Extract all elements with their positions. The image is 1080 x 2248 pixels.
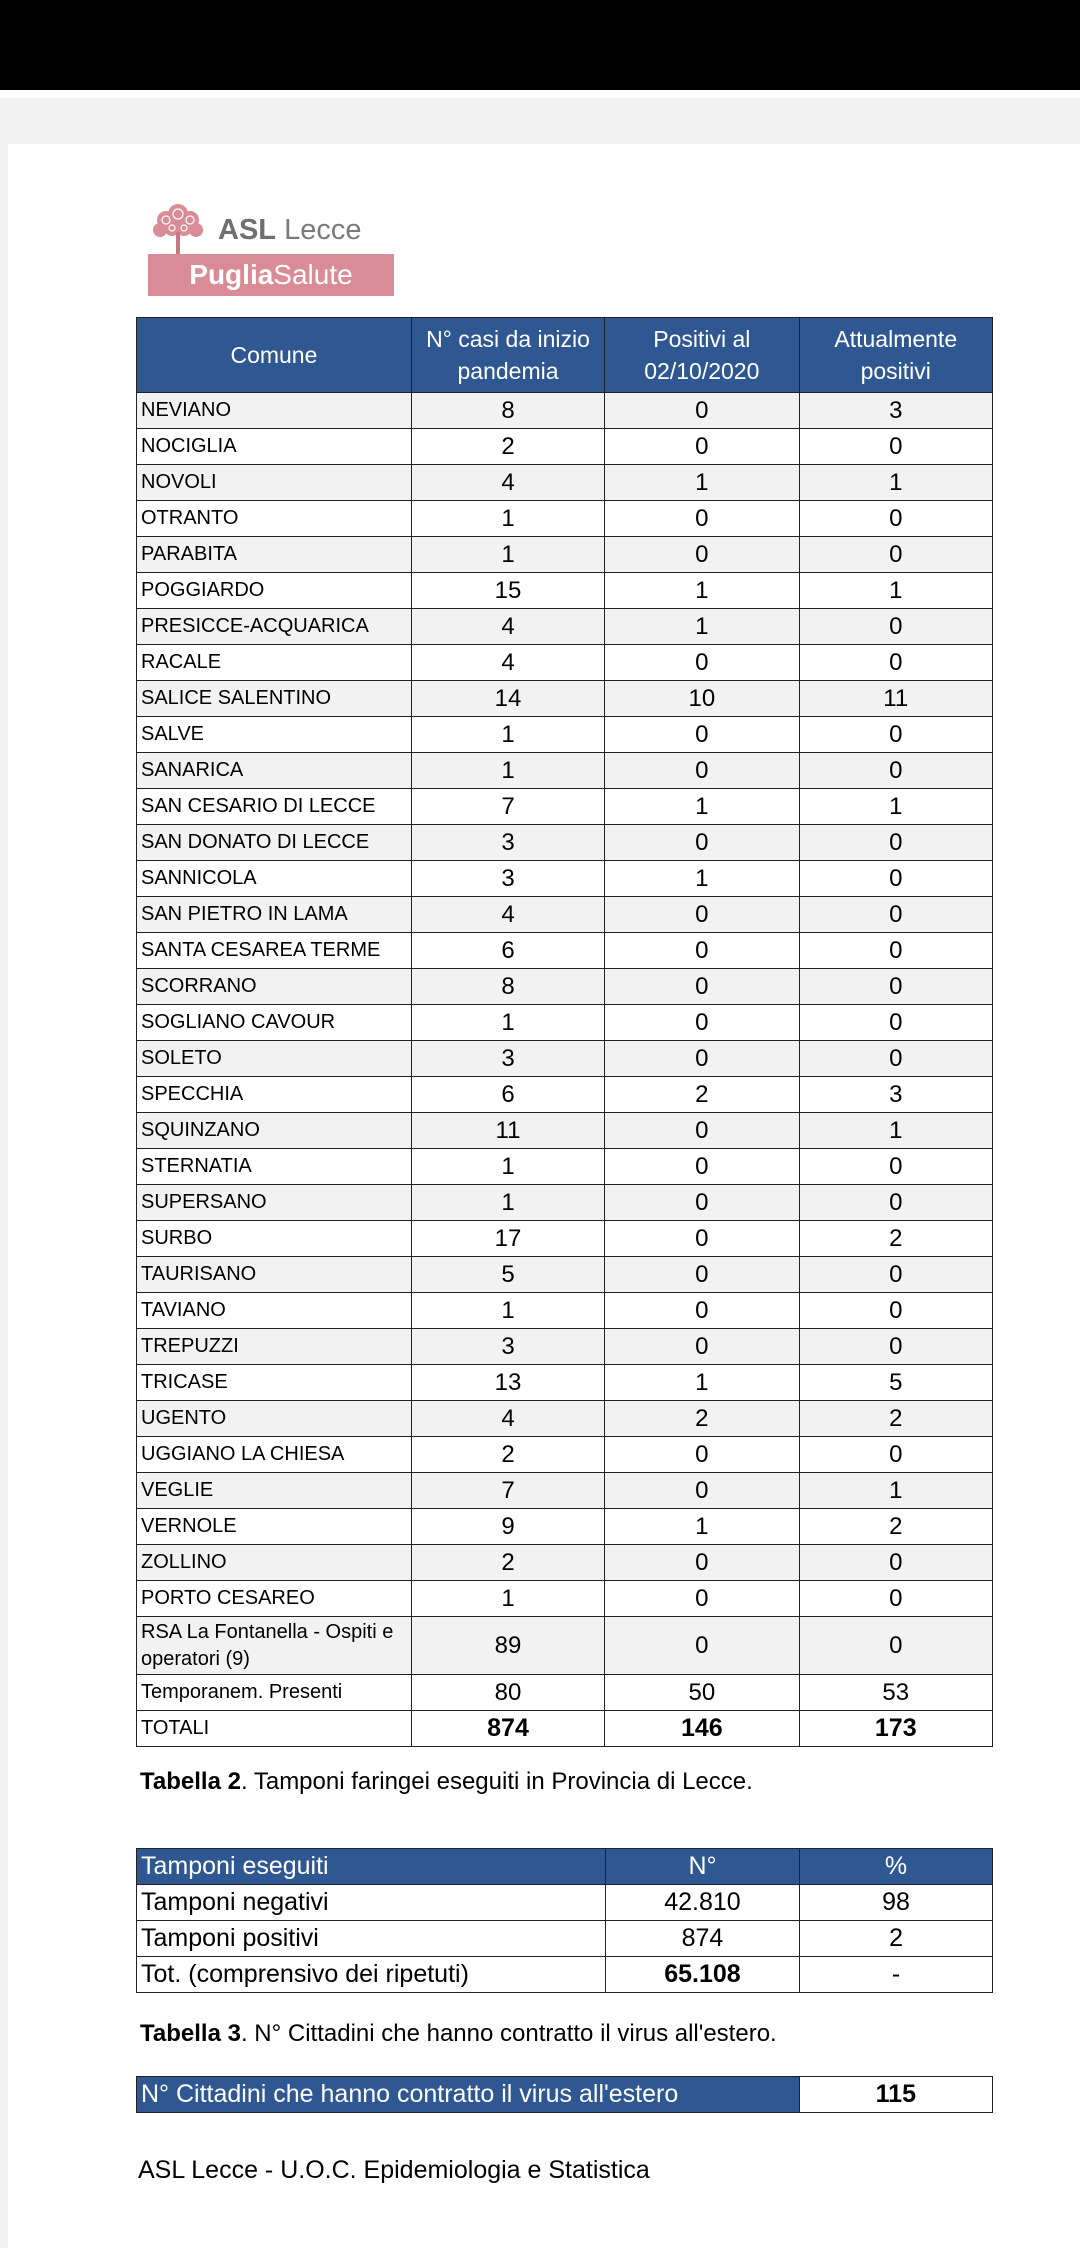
table-row (137, 1005, 993, 1041)
value-cell: 1 (605, 609, 799, 645)
value-cell: 0 (605, 1581, 799, 1617)
value-cell: 0 (799, 1005, 992, 1041)
value-cell: 173 (799, 1711, 992, 1747)
table-row (137, 717, 993, 753)
table-row (137, 1185, 993, 1221)
value-cell: 3 (411, 1329, 604, 1365)
municipality-cell: POGGIARDO (137, 573, 412, 609)
value-cell: 0 (605, 1437, 799, 1473)
value-cell: 1 (605, 1365, 799, 1401)
value-cell: 0 (799, 1437, 992, 1473)
value-cell: 7 (411, 1473, 604, 1509)
viewer-toolbar-band (0, 98, 1080, 144)
municipality-cell: NOVOLI (137, 465, 412, 501)
value-cell: 4 (411, 897, 604, 933)
value-cell: 0 (605, 717, 799, 753)
table-header-row (137, 1849, 993, 1885)
value-cell: 2 (411, 429, 604, 465)
value-cell: 0 (799, 1617, 992, 1675)
municipality-cell: VEGLIE (137, 1473, 412, 1509)
table3-caption: Tabella 3. N° Cittadini che hanno contratto il virus all'estero. (140, 2020, 777, 2047)
table-row (137, 2077, 993, 2113)
table-row (137, 825, 993, 861)
value-cell: 0 (799, 1293, 992, 1329)
column-header-currently-positive: Attualmente positivi (799, 318, 992, 393)
table-row (137, 1437, 993, 1473)
status-bar (0, 0, 1080, 90)
table-row (137, 1675, 993, 1711)
value-cell: 0 (799, 969, 992, 1005)
table-row (137, 789, 993, 825)
table-row (137, 1885, 993, 1921)
municipality-cell: SUPERSANO (137, 1185, 412, 1221)
municipality-cell: SAN CESARIO DI LECCE (137, 789, 412, 825)
municipality-cell: SCORRANO (137, 969, 412, 1005)
table-row (137, 1077, 993, 1113)
value-cell: 0 (799, 825, 992, 861)
value-cell: 1 (605, 465, 799, 501)
table-cell: Tamponi negativi (137, 1885, 606, 1921)
value-cell: 14 (411, 681, 604, 717)
value-cell: 2 (799, 1401, 992, 1437)
table-row (137, 1257, 993, 1293)
value-cell: 874 (411, 1711, 604, 1747)
value-cell: 80 (411, 1675, 604, 1711)
municipality-cell: STERNATIA (137, 1149, 412, 1185)
value-cell: 0 (605, 753, 799, 789)
municipality-cell: TREPUZZI (137, 1329, 412, 1365)
value-cell: 1 (605, 861, 799, 897)
totals-row (137, 1711, 993, 1747)
value-cell: 0 (799, 645, 992, 681)
value-cell: 50 (605, 1675, 799, 1711)
value-cell: 10 (605, 681, 799, 717)
value-cell: 0 (605, 1545, 799, 1581)
municipality-cell: SALVE (137, 717, 412, 753)
municipality-cell: PARABITA (137, 537, 412, 573)
table-row (137, 1329, 993, 1365)
value-cell: 7 (411, 789, 604, 825)
abroad-value-cell: 115 (799, 2077, 992, 2113)
value-cell: 1 (411, 1581, 604, 1617)
table-row (137, 1221, 993, 1257)
abroad-infections-table (136, 2076, 993, 2113)
value-cell: 2 (411, 1437, 604, 1473)
table-row (137, 681, 993, 717)
value-cell: 0 (605, 1257, 799, 1293)
value-cell: 0 (799, 501, 992, 537)
value-cell: 1 (411, 1149, 604, 1185)
value-cell: 1 (411, 1293, 604, 1329)
table-cell: 98 (800, 1885, 993, 1921)
column-header-total-cases: N° casi da inizio pandemia (411, 318, 604, 393)
table-row (137, 753, 993, 789)
municipality-cell: VERNOLE (137, 1509, 412, 1545)
municipality-cell: PRESICCE-ACQUARICA (137, 609, 412, 645)
value-cell: 0 (799, 1329, 992, 1365)
value-cell: 146 (605, 1711, 799, 1747)
value-cell: 0 (605, 645, 799, 681)
asl-lecce-logo (146, 204, 396, 296)
municipality-cell: SANNICOLA (137, 861, 412, 897)
municipality-cell: SQUINZANO (137, 1113, 412, 1149)
value-cell: 8 (411, 393, 604, 429)
table-row (137, 645, 993, 681)
value-cell: 0 (799, 1257, 992, 1293)
value-cell: 1 (411, 537, 604, 573)
value-cell: 2 (605, 1077, 799, 1113)
municipality-cell: SANARICA (137, 753, 412, 789)
swab-tests-table (136, 1848, 993, 1993)
table-row (137, 1365, 993, 1401)
value-cell: 2 (799, 1509, 992, 1545)
value-cell: 2 (411, 1545, 604, 1581)
value-cell: 3 (799, 1077, 992, 1113)
table-row (137, 573, 993, 609)
value-cell: 4 (411, 1401, 604, 1437)
value-cell: 3 (799, 393, 992, 429)
value-cell: 1 (411, 501, 604, 537)
value-cell: 5 (799, 1365, 992, 1401)
value-cell: 1 (799, 1113, 992, 1149)
municipality-cell: Temporanem. Presenti (137, 1675, 412, 1711)
value-cell: 0 (605, 969, 799, 1005)
value-cell: 1 (605, 1509, 799, 1545)
value-cell: 0 (605, 1617, 799, 1675)
value-cell: 11 (799, 681, 992, 717)
table-row (137, 501, 993, 537)
value-cell: 1 (799, 789, 992, 825)
value-cell: 3 (411, 825, 604, 861)
municipality-cell: UGGIANO LA CHIESA (137, 1437, 412, 1473)
value-cell: 1 (799, 1473, 992, 1509)
table-row (137, 393, 993, 429)
municipality-cell: ZOLLINO (137, 1545, 412, 1581)
value-cell: 0 (605, 933, 799, 969)
table-row (137, 465, 993, 501)
value-cell: 17 (411, 1221, 604, 1257)
table-row (137, 1509, 993, 1545)
table-row (137, 933, 993, 969)
table-row (137, 1401, 993, 1437)
table-row (137, 609, 993, 645)
value-cell: 53 (799, 1675, 992, 1711)
municipality-cell: TAVIANO (137, 1293, 412, 1329)
municipality-cell: SAN DONATO DI LECCE (137, 825, 412, 861)
table-row (137, 1293, 993, 1329)
value-cell: 5 (411, 1257, 604, 1293)
value-cell: 0 (799, 897, 992, 933)
value-cell: 1 (605, 789, 799, 825)
logo-text: ASL Lecce (218, 214, 362, 246)
municipality-cell: TOTALI (137, 1711, 412, 1747)
table-row (137, 1545, 993, 1581)
value-cell: 0 (605, 1221, 799, 1257)
abroad-label-cell: N° Cittadini che hanno contratto il virus all'estero (137, 2077, 800, 2113)
municipality-cell: NOCIGLIA (137, 429, 412, 465)
municipality-cell: UGENTO (137, 1401, 412, 1437)
value-cell: 8 (411, 969, 604, 1005)
value-cell: 0 (605, 501, 799, 537)
value-cell: 89 (411, 1617, 604, 1675)
value-cell: 0 (605, 1149, 799, 1185)
value-cell: 4 (411, 609, 604, 645)
value-cell: 0 (799, 1041, 992, 1077)
value-cell: 2 (605, 1401, 799, 1437)
value-cell: 2 (799, 1221, 992, 1257)
municipality-cell: SAN PIETRO IN LAMA (137, 897, 412, 933)
value-cell: 0 (799, 429, 992, 465)
value-cell: 1 (411, 753, 604, 789)
table-cell: Tamponi positivi (137, 1921, 606, 1957)
value-cell: 15 (411, 573, 604, 609)
table-row (137, 537, 993, 573)
municipality-cell: SURBO (137, 1221, 412, 1257)
table-cell: 65.108 (605, 1957, 799, 1993)
table-row (137, 1957, 993, 1993)
value-cell: 3 (411, 861, 604, 897)
footer-text: ASL Lecce - U.O.C. Epidemiologia e Statistica (138, 2156, 650, 2184)
municipality-cell: PORTO CESAREO (137, 1581, 412, 1617)
table-row (137, 1149, 993, 1185)
table-row (137, 969, 993, 1005)
cases-by-municipality-table (136, 317, 993, 1747)
table-row (137, 1113, 993, 1149)
municipality-cell: TRICASE (137, 1365, 412, 1401)
value-cell: 0 (799, 753, 992, 789)
value-cell: 6 (411, 1077, 604, 1113)
value-cell: 1 (411, 1185, 604, 1221)
logo-brand-band: PugliaSalute (148, 254, 394, 296)
value-cell: 9 (411, 1509, 604, 1545)
table-row (137, 861, 993, 897)
value-cell: 6 (411, 933, 604, 969)
value-cell: 0 (799, 537, 992, 573)
table-row (137, 897, 993, 933)
column-header-positive-date: Positivi al 02/10/2020 (605, 318, 799, 393)
value-cell: 1 (799, 573, 992, 609)
table2-caption: Tabella 2. Tamponi faringei eseguiti in Provincia di Lecce. (140, 1768, 753, 1795)
value-cell: 0 (799, 933, 992, 969)
value-cell: 1 (411, 1005, 604, 1041)
value-cell: 0 (799, 609, 992, 645)
table-cell: 2 (800, 1921, 993, 1957)
table-row (137, 1473, 993, 1509)
table-row (137, 1581, 993, 1617)
municipality-cell: SOGLIANO CAVOUR (137, 1005, 412, 1041)
table-row (137, 1617, 993, 1675)
value-cell: 0 (605, 825, 799, 861)
table-header-row (137, 318, 993, 393)
value-cell: 0 (605, 393, 799, 429)
column-header-tests: Tamponi eseguiti (137, 1849, 606, 1885)
value-cell: 0 (605, 1329, 799, 1365)
value-cell: 0 (799, 861, 992, 897)
municipality-cell: SPECCHIA (137, 1077, 412, 1113)
value-cell: 0 (605, 1041, 799, 1077)
value-cell: 0 (605, 1113, 799, 1149)
column-header-count: N° (605, 1849, 799, 1885)
table-row (137, 1921, 993, 1957)
value-cell: 1 (411, 717, 604, 753)
value-cell: 0 (605, 537, 799, 573)
value-cell: 0 (799, 717, 992, 753)
table-cell: 42.810 (605, 1885, 799, 1921)
municipality-cell: RSA La Fontanella - Ospiti e operatori (9) (137, 1617, 412, 1675)
value-cell: 0 (799, 1581, 992, 1617)
value-cell: 11 (411, 1113, 604, 1149)
value-cell: 3 (411, 1041, 604, 1077)
value-cell: 1 (799, 465, 992, 501)
municipality-cell: SOLETO (137, 1041, 412, 1077)
municipality-cell: RACALE (137, 645, 412, 681)
value-cell: 0 (605, 897, 799, 933)
divider (0, 90, 1080, 98)
municipality-cell: NEVIANO (137, 393, 412, 429)
value-cell: 4 (411, 645, 604, 681)
municipality-cell: SALICE SALENTINO (137, 681, 412, 717)
tree-logo-icon (146, 204, 210, 256)
table-row (137, 1041, 993, 1077)
value-cell: 0 (605, 1185, 799, 1221)
municipality-cell: OTRANTO (137, 501, 412, 537)
value-cell: 0 (605, 1005, 799, 1041)
value-cell: 0 (605, 429, 799, 465)
table-row (137, 429, 993, 465)
value-cell: 0 (605, 1293, 799, 1329)
table-cell: 874 (605, 1921, 799, 1957)
value-cell: 4 (411, 465, 604, 501)
value-cell: 0 (799, 1545, 992, 1581)
value-cell: 13 (411, 1365, 604, 1401)
column-header-comune: Comune (137, 318, 412, 393)
municipality-cell: TAURISANO (137, 1257, 412, 1293)
value-cell: 0 (799, 1185, 992, 1221)
column-header-percent: % (800, 1849, 993, 1885)
value-cell: 1 (605, 573, 799, 609)
table-cell: Tot. (comprensivo dei ripetuti) (137, 1957, 606, 1993)
value-cell: 0 (605, 1473, 799, 1509)
value-cell: 0 (799, 1149, 992, 1185)
table-cell: - (800, 1957, 993, 1993)
municipality-cell: SANTA CESAREA TERME (137, 933, 412, 969)
